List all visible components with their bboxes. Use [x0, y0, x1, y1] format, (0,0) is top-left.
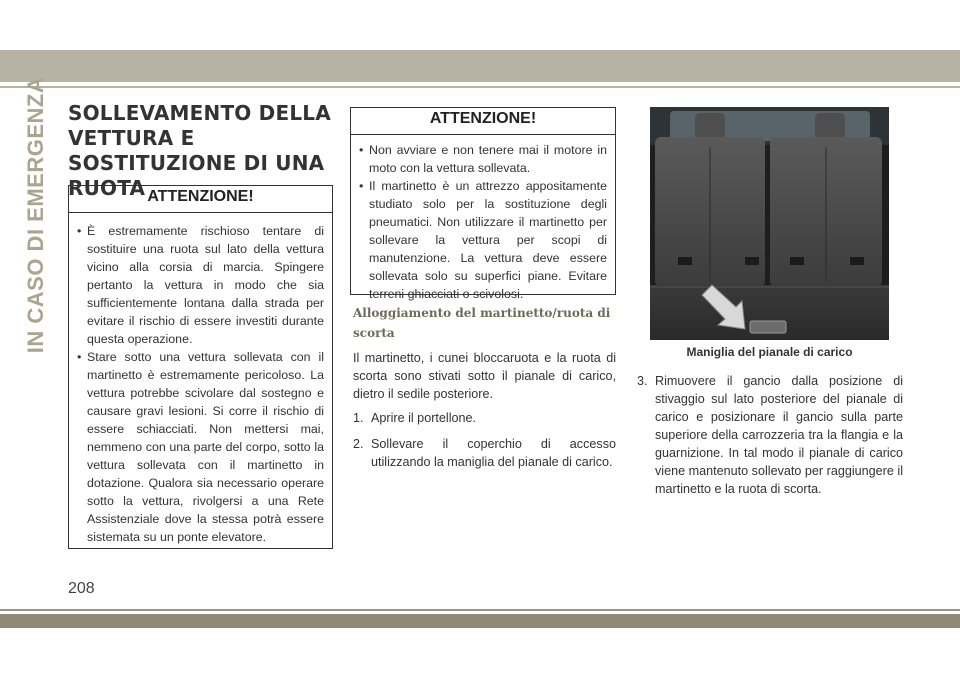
- page-title: SOLLEVAMENTO DELLA VETTURA E SOSTITUZIONE DI UNA RUOTA: [68, 101, 331, 200]
- intro-paragraph: Il martinetto, i cunei bloccaruota e la ruota di scorta sono stivati sotto il pianale di carico, dietro il sedile posteriore.: [353, 351, 616, 401]
- step-number: 2.: [353, 437, 364, 451]
- warning-item: • Il martinetto è un attrezzo appositamente studiato solo per la sostituzione degli pneumatici. Non utilizzare il martinetto per sollevare la vettura per scopi di manutenzione. La vettura deve essere sollevata solo su superfici piane. Evitare terreni ghiacciati o scivolosi.: [359, 177, 607, 303]
- step-item: [353, 409, 616, 427]
- section-side-tab: [20, 76, 52, 354]
- warning-box-1-list: [69, 213, 332, 552]
- section-subheading: Alloggiamento del martinetto/ruota di scorta: [353, 306, 611, 340]
- footer-band: [0, 614, 960, 628]
- warning-box-2-heading: ATTENZIONE!: [351, 108, 615, 135]
- step-item: [353, 435, 616, 471]
- header-rule: [0, 86, 960, 88]
- header-band: [0, 50, 960, 82]
- figure-caption: Maniglia del pianale di carico: [686, 345, 853, 359]
- step-text: Rimuovere il gancio dalla posizione di stivaggio sul lato posteriore del pianale di carico e posizionare il gancio sulla parte superiore della carrozzeria tra la flangia e la guarnizione. In tal modo il pianale di carico viene mantenuto sollevato per raggiungere il martinetto e la ruota di scorta.: [655, 374, 903, 496]
- warning-box-1-heading: ATTENZIONE!: [69, 186, 332, 213]
- step-text: Sollevare il coperchio di accesso utilizzando la maniglia del pianale di carico.: [371, 437, 616, 469]
- warning-box-2-list: [351, 135, 615, 309]
- warning-item: • Stare sotto una vettura sollevata con il martinetto è estremamente pericoloso. La vettura potrebbe scivolare dal sostegno e causare gravi lesioni. Si corre il rischio di essere schiacciati. Non mettersi mai, nemmeno con una parte del corpo, sotto la vettura sollevata con il martinetto in dotazione. Qualora sia necessario operare sotto la vettura, rivolgersi a una Rete Assistenziale dove la stessa potrà essere sistemata su un ponte elevatore.: [77, 348, 324, 546]
- section-side-tab-label: IN CASO DI EMERGENZA: [23, 76, 48, 354]
- steps-list-continued: [637, 372, 903, 498]
- steps-list: [353, 409, 616, 471]
- warning-box-1: [68, 185, 333, 549]
- step-text: Aprire il portellone.: [371, 411, 476, 425]
- cargo-floor-photo: [650, 107, 889, 340]
- warning-item: • Non avviare e non tenere mai il motore in moto con la vettura sollevata.: [359, 141, 607, 177]
- step-item: [637, 372, 903, 498]
- warning-item: • È estremamente rischioso tentare di sostituire una ruota sul lato della vettura vicino alla corsia di marcia. Spingere pertanto la vettura in modo che sia sufficientemente lontana dalla strada per evitare il rischio di essere investiti durante questa operazione.: [77, 222, 324, 348]
- page-number: 208: [68, 580, 95, 597]
- footer-rule: [0, 609, 960, 611]
- warning-box-2: [350, 107, 616, 301]
- step-number: 3.: [637, 374, 648, 388]
- step-number: 1.: [353, 411, 364, 425]
